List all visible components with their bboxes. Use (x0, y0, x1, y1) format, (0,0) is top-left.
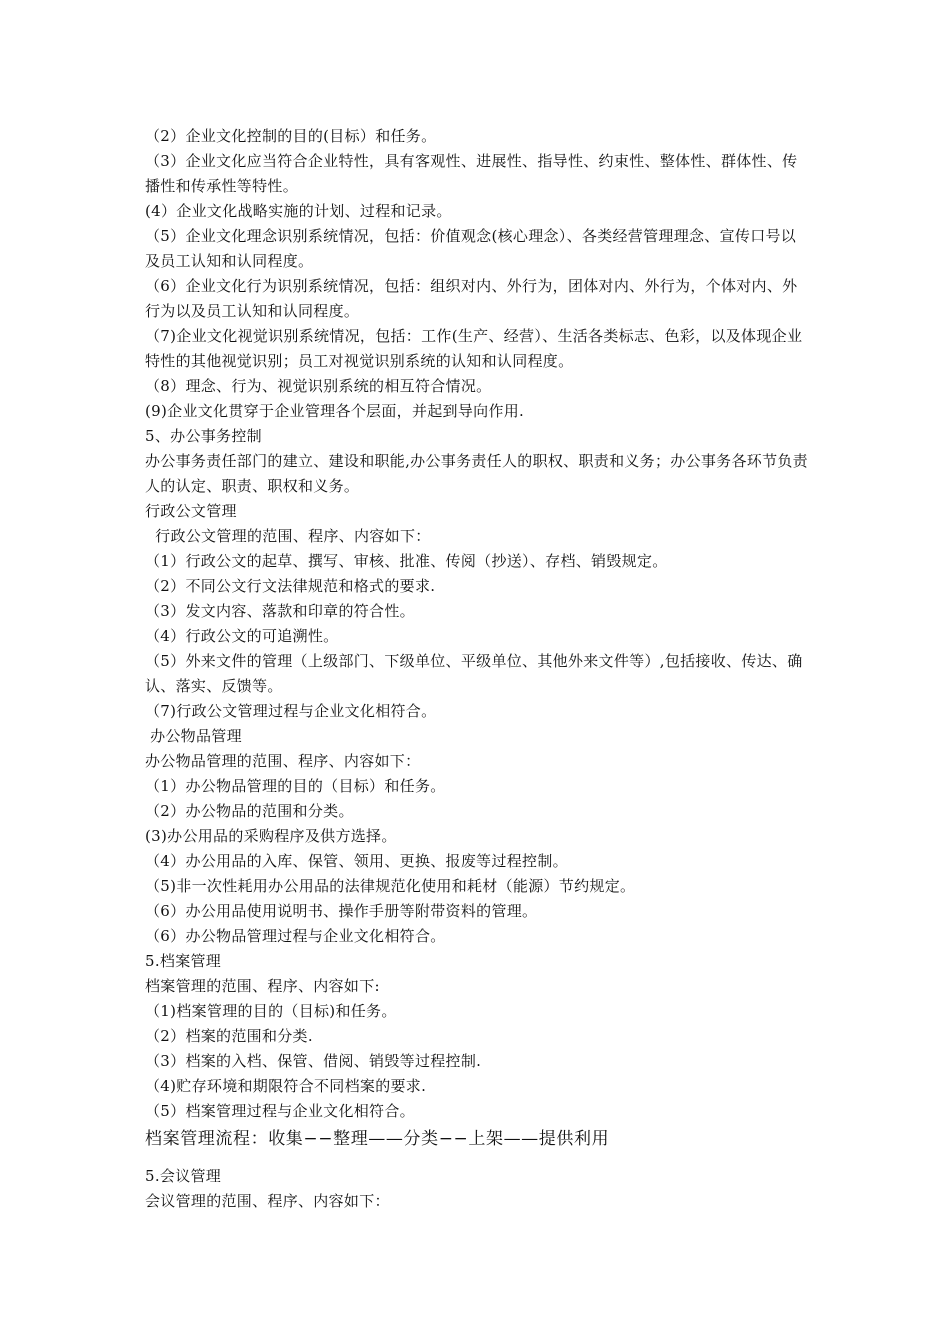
section-heading-archives: 5.档案管理 (145, 952, 222, 970)
list-item-bis: （6）企业文化行为识别系统情况，包括：组织对内、外行为，团体对内、外行为，个体对内、外行为以及员工认知和认同程度。 (145, 277, 798, 320)
list-item-strategy: (4）企业文化战略实施的计划、过程和记录。 (145, 202, 452, 220)
list-item: (3)办公用品的采购程序及供方选择。 (145, 827, 397, 845)
list-item: （4)贮存环境和期限符合不同档案的要求. (145, 1077, 427, 1095)
list-item: （2）办公物品的范围和分类。 (145, 802, 354, 820)
list-item: （1）行政公文的起草、撰写、审核、批准、传阅（抄送）、存档、销毁规定。 (145, 552, 668, 570)
intro-official-documents: 行政公文管理的范围、程序、内容如下： (145, 527, 431, 545)
list-item-vis: （7)企业文化视觉识别系统情况，包括：工作(生产、经营）、生活各类标志、色彩，以及体现企业特性的其他视觉识别；员工对视觉识别系统的认知和认同程度。 (145, 327, 803, 370)
paragraph-office-affairs: 办公事务责任部门的建立、建设和职能,办公事务责任人的职权、职责和义务；办公事务各环节负责人的认定、职责、职权和义务。 (145, 452, 808, 495)
intro-meetings: 会议管理的范围、程序、内容如下： (145, 1192, 390, 1210)
list-item-consistency: （8）理念、行为、视觉识别系统的相互符合情况。 (145, 377, 492, 395)
list-item: （3）档案的入档、保管、借阅、销毁等过程控制. (145, 1052, 482, 1070)
list-item: （2）档案的范围和分类. (145, 1027, 313, 1045)
section-heading-office-supplies: 办公物品管理 (145, 727, 242, 745)
list-item: （5)非一次性耗用办公用品的法律规范化使用和耗材（能源）节约规定。 (145, 877, 636, 895)
list-item: （4）行政公文的可追溯性。 (145, 627, 339, 645)
list-item: （1）办公物品管理的目的（目标）和任务。 (145, 777, 446, 795)
list-item: （3）发文内容、落款和印章的符合性。 (145, 602, 415, 620)
list-item: （1)档案管理的目的（目标)和任务。 (145, 1002, 397, 1020)
list-item: （5）外来文件的管理（上级部门、下级单位、平级单位、其他外来文件等）,包括接收、传达、确认、落实、反馈等。 (145, 652, 803, 695)
list-item: （5）档案管理过程与企业文化相符合。 (145, 1102, 415, 1120)
list-item: （7)行政公文管理过程与企业文化相符合。 (145, 702, 437, 720)
intro-archives: 档案管理的范围、程序、内容如下: (145, 977, 380, 995)
section-heading-office-affairs: 5、办公事务控制 (145, 427, 262, 445)
section-heading-official-documents: 行政公文管理 (145, 502, 237, 520)
section-heading-meetings: 5.会议管理 (145, 1167, 222, 1185)
list-item: （6）办公用品使用说明书、操作手册等附带资料的管理。 (145, 902, 538, 920)
document-body (145, 124, 810, 1214)
list-item-mis: （5）企业文化理念识别系统情况，包括：价值观念(核心理念）、各类经营管理理念、宣传口号以及员工认知和认同程度。 (145, 227, 797, 270)
list-item: （2）不同公文行文法律规范和格式的要求. (145, 577, 436, 595)
list-item-objective: （2）企业文化控制的目的(目标）和任务。 (145, 127, 437, 145)
list-item-characteristics: （3）企业文化应当符合企业特性，具有客观性、进展性、指导性、约束性、整体性、群体性、传播性和传承性等特性。 (145, 152, 798, 195)
list-item-guidance: (9)企业文化贯穿于企业管理各个层面，并起到导向作用. (145, 402, 525, 420)
list-item: （6）办公物品管理过程与企业文化相符合。 (145, 927, 446, 945)
intro-office-supplies: 办公物品管理的范围、程序、内容如下： (145, 752, 421, 770)
archive-flow-line: 档案管理流程：收集−−整理——分类−−上架——提供利用 (145, 1129, 610, 1149)
list-item: （4）办公用品的入库、保管、领用、更换、报废等过程控制。 (145, 852, 568, 870)
